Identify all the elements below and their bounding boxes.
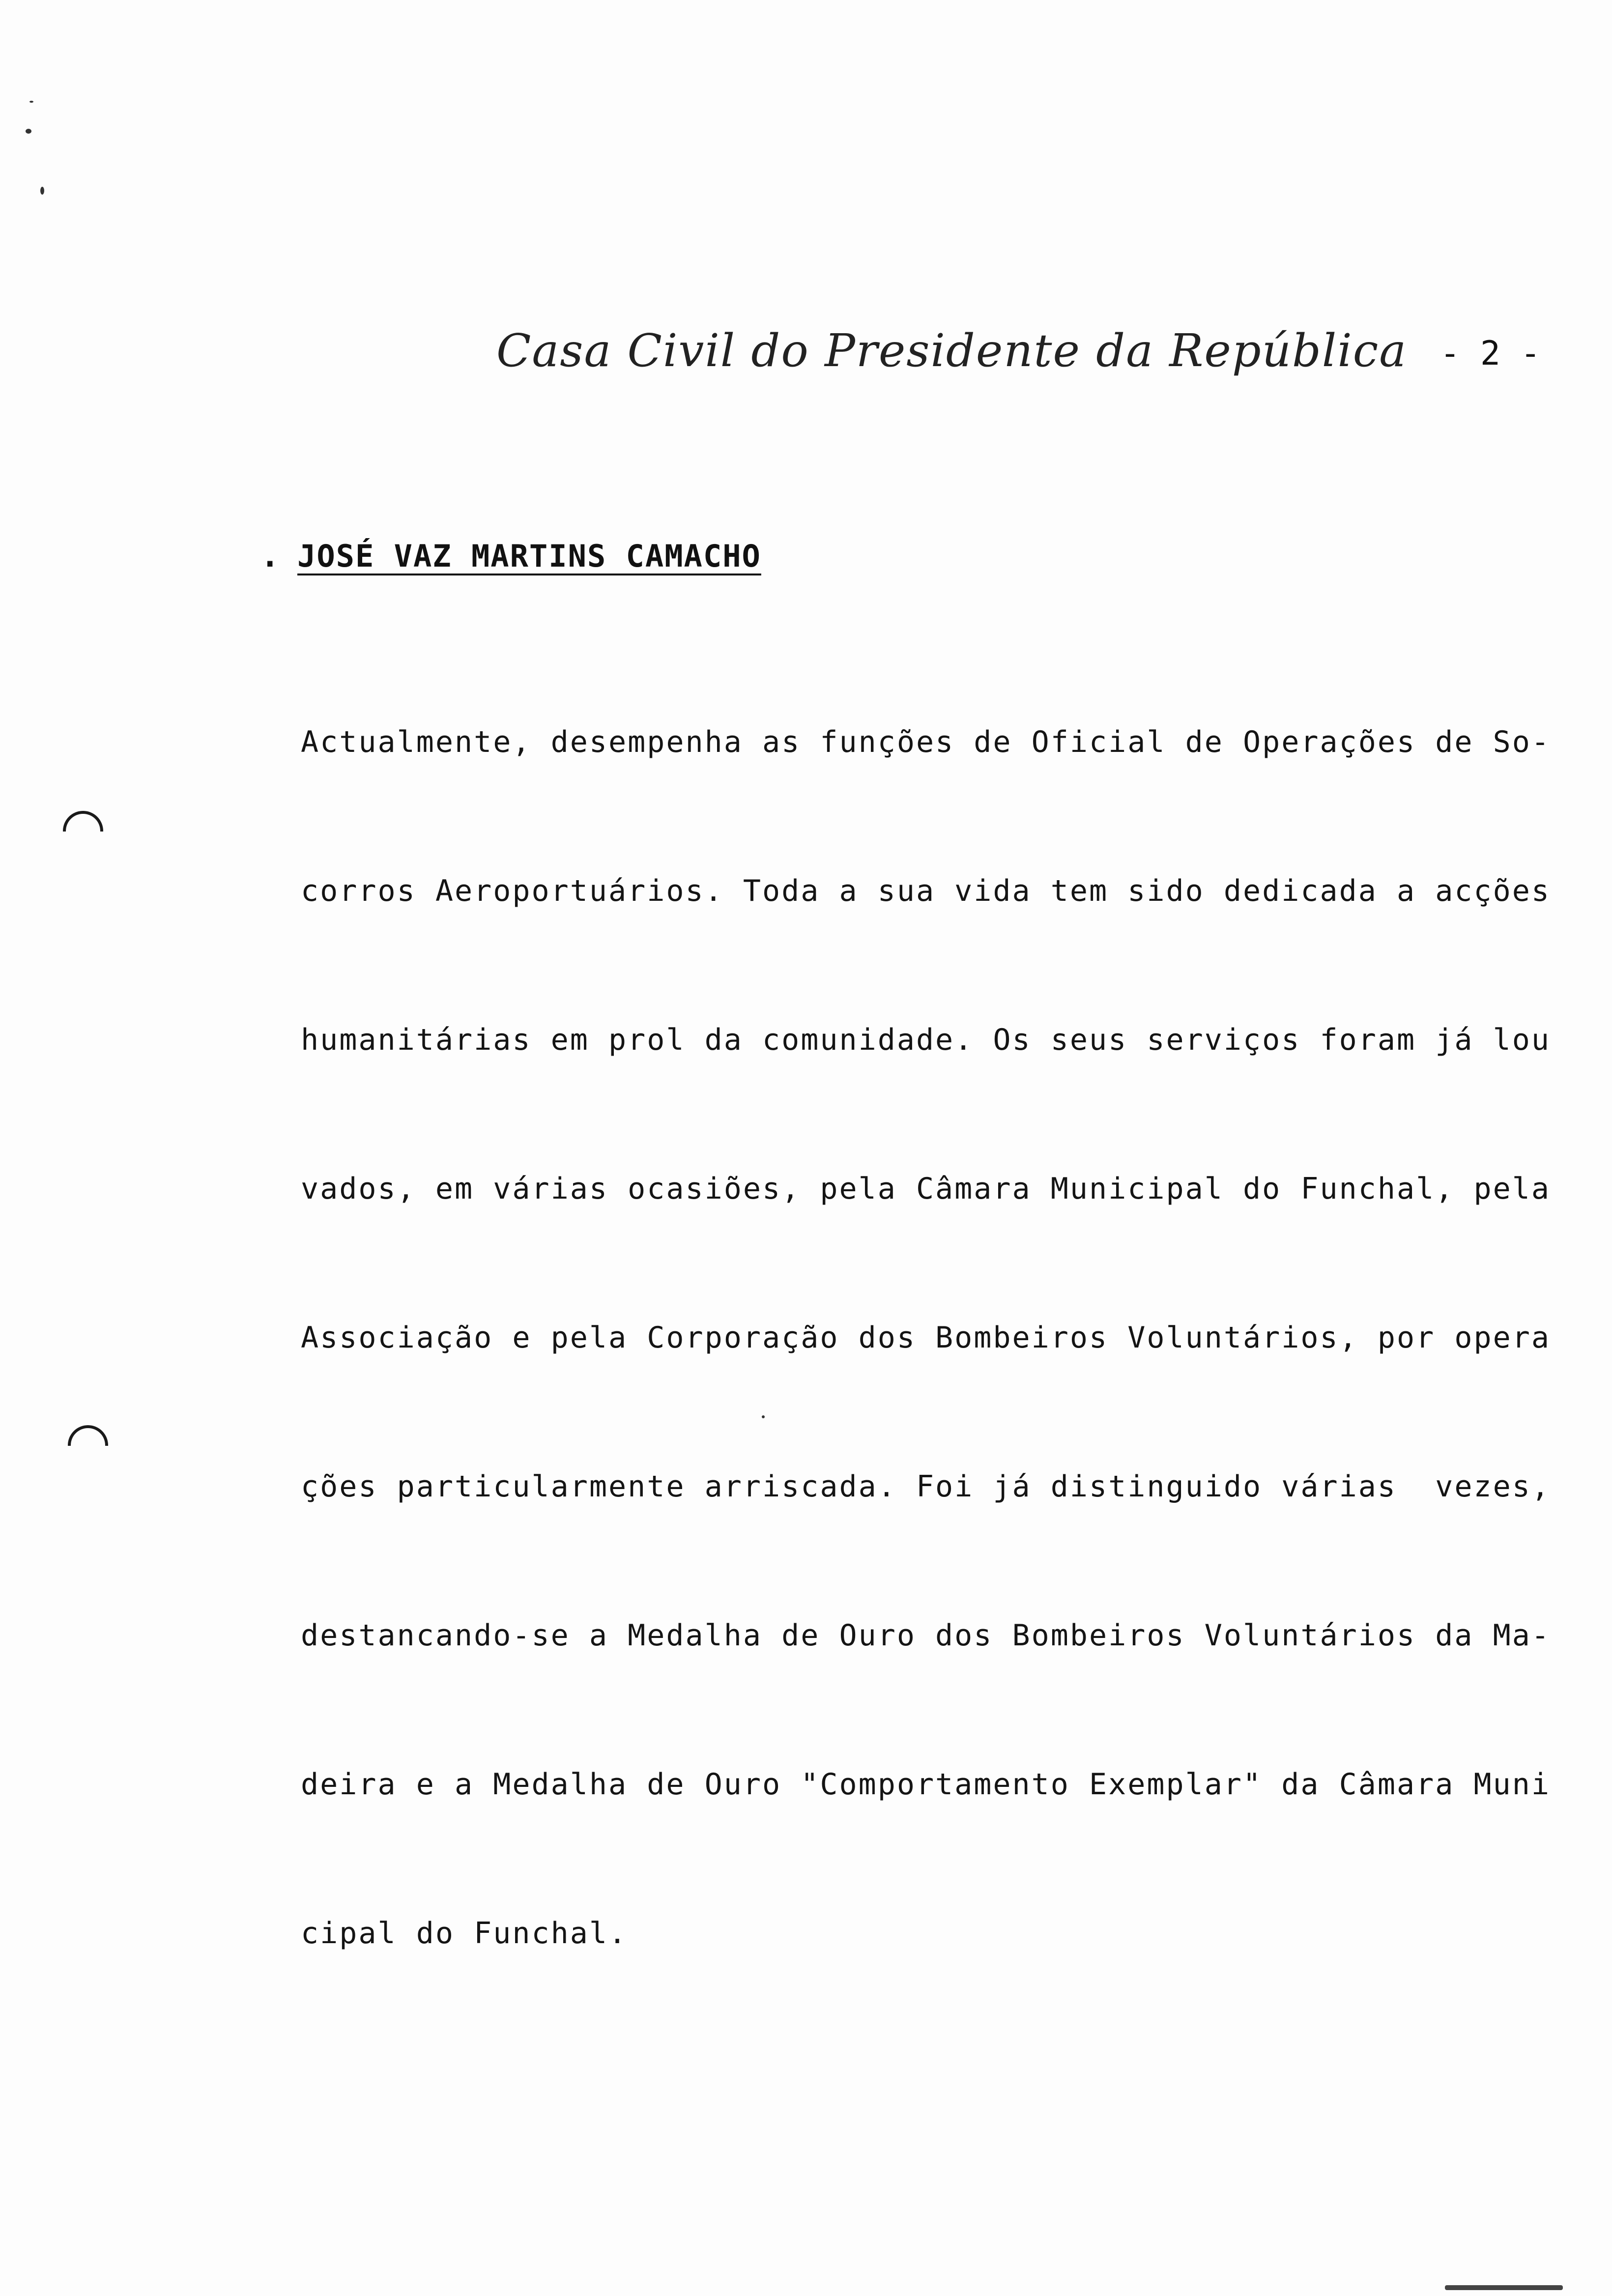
scan-speck [40, 187, 44, 195]
body-line: humanitárias em prol da comunidade. Os seus serviços foram já lou [301, 1023, 1551, 1057]
scan-speck [762, 1415, 765, 1418]
body-line: cipal do Funchal. [301, 1916, 628, 1951]
heading-bullet: . [260, 538, 280, 574]
body-line: Actualmente, desempenha as funções de Oficial de Operações de So- [301, 725, 1551, 759]
body-paragraph [301, 618, 1598, 2058]
body-line: corros Aeroportuários. Toda a sua vida tem sido dedicada a acções [301, 874, 1551, 908]
scan-speck [26, 129, 31, 134]
binder-hole-mark [68, 1425, 108, 1446]
scan-speck [29, 101, 33, 103]
body-line: deira e a Medalha de Ouro "Comportamento Exemplar" da Câmara Muni [301, 1767, 1551, 1802]
section-heading: JOSÉ VAZ MARTINS CAMACHO [297, 538, 761, 574]
binder-hole-mark [63, 811, 103, 832]
body-line: ções particularmente arriscada. Foi já distinguido várias vezes, [301, 1469, 1551, 1504]
scan-edge [1445, 2285, 1563, 2290]
body-line: vados, em várias ocasiões, pela Câmara Municipal do Funchal, pela [301, 1172, 1551, 1206]
body-line: destancando-se a Medalha de Ouro dos Bombeiros Voluntários da Ma- [301, 1618, 1551, 1653]
letterhead: Casa Civil do Presidente da República [496, 324, 1408, 377]
page-number: - 2 - [1440, 334, 1541, 373]
body-line: Associação e pela Corporação dos Bombeiros Voluntários, por opera [301, 1320, 1551, 1355]
